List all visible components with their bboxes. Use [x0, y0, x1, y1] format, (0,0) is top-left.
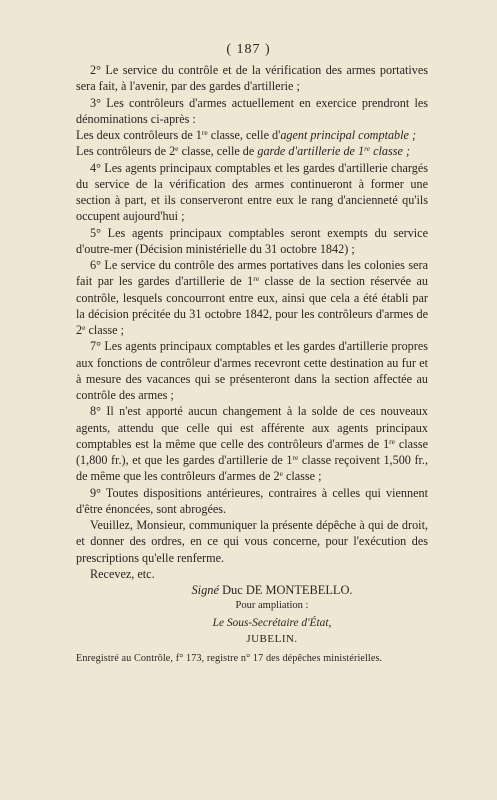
paragraph-text: 7° Les agents principaux comptables et les gardes d'artillerie propres aux fonctions de contrôleur d'armes recevront cette destination au fur et à mesure des vacances qui se présenteront dans la section affectée au contrôle des armes ;	[76, 339, 428, 402]
superscript: re	[201, 128, 208, 137]
signatory-name: Duc DE MONTEBELLO.	[222, 583, 353, 597]
superscript: re	[364, 144, 371, 154]
paragraph-8	[76, 403, 428, 484]
paragraph-4	[76, 160, 428, 225]
paragraph-text: Recevez, etc.	[90, 566, 155, 581]
signature-line	[76, 582, 428, 598]
paragraph-5	[76, 225, 428, 258]
superscript: e	[279, 469, 283, 479]
paragraph-3a	[76, 127, 428, 143]
paragraph-text: classe ;	[282, 469, 322, 484]
paragraph-text: 3° Les contrôleurs d'armes actuellement en exercice prendront les dénominations ci-après :	[76, 95, 428, 126]
paragraph-9	[76, 485, 428, 518]
paragraph-text: 6° Le service du contrôle des armes portatives dans les colonies sera fait par les gardes d'artillerie de 1	[76, 258, 428, 289]
paragraph-text: Veuillez, Monsieur, communiquer la présente dépêche à qui de droit, et donner des ordres, en ce qui vous concerne, pour l'exécution des prescriptions qu'elle renferme.	[76, 518, 428, 565]
paragraph-text: 2° Le service du contrôle et de la vérification des armes portatives sera fait, à l'avenir, par des gardes d'artillerie ;	[76, 63, 428, 94]
paragraph-text: classe reçoivent 1,500 fr., de même que les contrôleurs d'armes de 2	[76, 453, 428, 484]
signatory-title: Le Sous-Secrétaire d'État,	[212, 616, 332, 629]
paragraph-text: classe, celle de	[178, 144, 258, 159]
body-text	[76, 62, 428, 677]
paragraph-text: classe (1,800 fr.), et que les gardes d'artillerie de 1	[76, 436, 428, 467]
paragraph-text: 4° Les agents principaux comptables et les gardes d'artillerie chargés du service de la vérification des armes continueront à former une section à part, et ils conserveront entre eux le rang d'ancienneté qu'ils occupent aujourd'hui ;	[76, 160, 428, 224]
paragraph-3	[76, 95, 428, 128]
superscript: e	[175, 144, 179, 154]
italic-term: classe ;	[370, 144, 411, 159]
signatory-name-2: JUBELIN.	[246, 632, 298, 645]
paragraph-3b	[76, 143, 428, 159]
paragraph-text: classe, celle d'	[207, 128, 281, 142]
signed-label: Signé	[191, 583, 219, 597]
paragraph-text: 9° Toutes dispositions antérieures, contraires à celles qui viennent d'être énoncées, sont abrogées.	[76, 485, 428, 516]
paragraph-text: classe ;	[85, 323, 125, 337]
superscript: re	[292, 453, 299, 462]
paragraph-text: 8° Il n'est apporté aucun changement à la solde de ces nouveaux agents, attendu que celle qui est afférente aux agents principaux comptables est la même que celle des contrôleurs d'armes de 1	[76, 404, 428, 451]
superscript: re	[389, 436, 395, 446]
paragraph-text: classe de la section réservée au contrôle, lesquels concourront entre eux, ainsi que cela a été établi par la décision précitée du 31 octobre 1842, pour les contrôleurs d'armes de 2	[76, 274, 428, 337]
paragraph-text: 5° Les agents principaux comptables seront exempts du service d'outre-mer (Décision ministérielle du 31 octobre 1842) ;	[76, 225, 428, 256]
page-number: ( 187 )	[226, 42, 271, 57]
registration-note: Enregistré au Contrôle, f° 173, registre n° 17 des dépêches ministérielles.	[76, 653, 383, 664]
italic-term: agent principal comptable ;	[280, 128, 417, 142]
paragraph-6	[76, 257, 428, 338]
paragraph-closing	[76, 517, 428, 566]
ampliation-line: Pour ampliation :	[235, 600, 309, 612]
paragraph-text: Les contrôleurs de 2	[76, 144, 176, 159]
superscript: re	[253, 274, 260, 284]
superscript: e	[82, 323, 86, 332]
paragraph-salutation	[76, 566, 428, 582]
paragraph-7	[76, 338, 428, 403]
paragraph-text: Les deux contrôleurs de 1	[76, 128, 202, 142]
italic-term: garde d'artillerie de 1	[257, 144, 365, 159]
paragraph-2	[76, 62, 428, 95]
